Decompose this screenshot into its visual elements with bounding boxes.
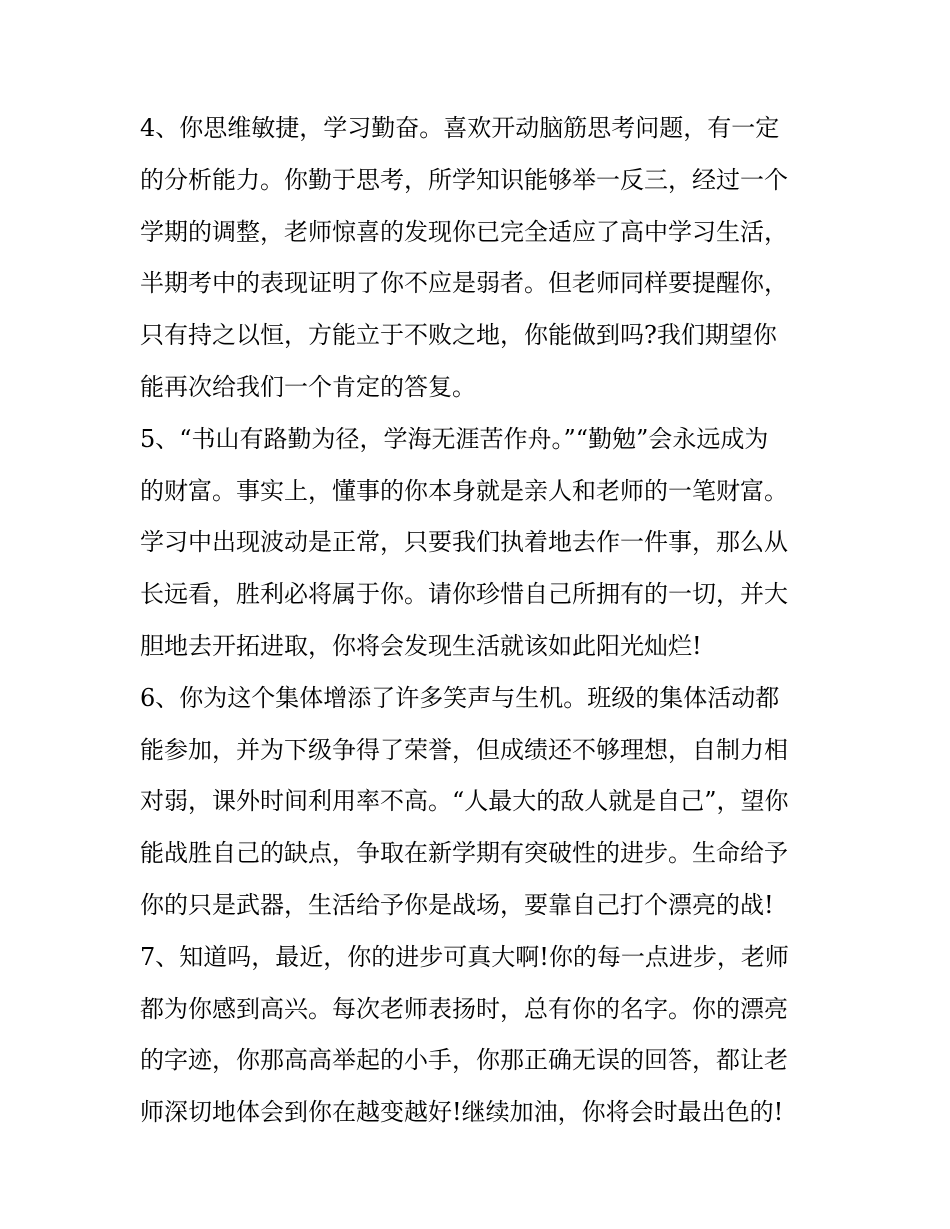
text-line: 7、知道吗，最近，你的进步可真大啊!你的每一点进步，老师 (140, 942, 789, 971)
text-line: 的财富。事实上，懂事的你本身就是亲人和老师的一笔财富。 (140, 476, 788, 505)
text-line: 6、你为这个集体增添了许多笑声与生机。班级的集体活动都 (140, 683, 780, 712)
text-line: 对弱，课外时间利用率不高。“人最大的敌人就是自己”，望你 (140, 787, 789, 816)
text-line: 学习中出现波动是正常，只要我们执着地去作一件事，那么从 (140, 528, 788, 557)
text-line: 长远看，胜利必将属于你。请你珍惜自己所拥有的一切，并大 (140, 580, 788, 609)
text-line: 半期考中的表现证明了你不应是弱者。但老师同样要提醒你， (140, 269, 788, 298)
text-line: 的字迹，你那高高举起的小手，你那正确无误的回答，都让老 (140, 1046, 788, 1075)
comment-text-block (140, 103, 830, 1139)
text-line: 学期的调整，老师惊喜的发现你已完全适应了高中学习生活， (140, 217, 788, 246)
text-line: 能战胜自己的缺点，争取在新学期有突破性的进步。生命给予 (140, 839, 788, 868)
text-line: 你的只是武器，生活给予你是战场，要靠自己打个漂亮的战! (140, 890, 774, 919)
text-line: 能参加，并为下级争得了荣誉，但成绩还不够理想，自制力相 (140, 735, 788, 764)
text-line: 胆地去开拓进取，你将会发现生活就该如此阳光灿烂! (140, 631, 702, 660)
text-line: 能再次给我们一个肯定的答复。 (140, 372, 476, 401)
text-line: 的分析能力。你勤于思考，所学知识能够举一反三，经过一个 (140, 165, 788, 194)
text-line: 只有持之以恒，方能立于不败之地，你能做到吗?我们期望你 (140, 321, 777, 350)
text-line: 都为你感到高兴。每次老师表扬时，总有你的名字。你的漂亮 (140, 994, 788, 1023)
text-line: 师深切地体会到你在越变越好!继续加油，你将会时最出色的! (140, 1098, 784, 1127)
text-line: 4、你思维敏捷，学习勤奋。喜欢开动脑筋思考问题，有一定 (140, 114, 780, 142)
text-line: 5、“书山有路勤为径，学海无涯苦作舟。”“勤勉”会永远成为 (140, 424, 769, 453)
